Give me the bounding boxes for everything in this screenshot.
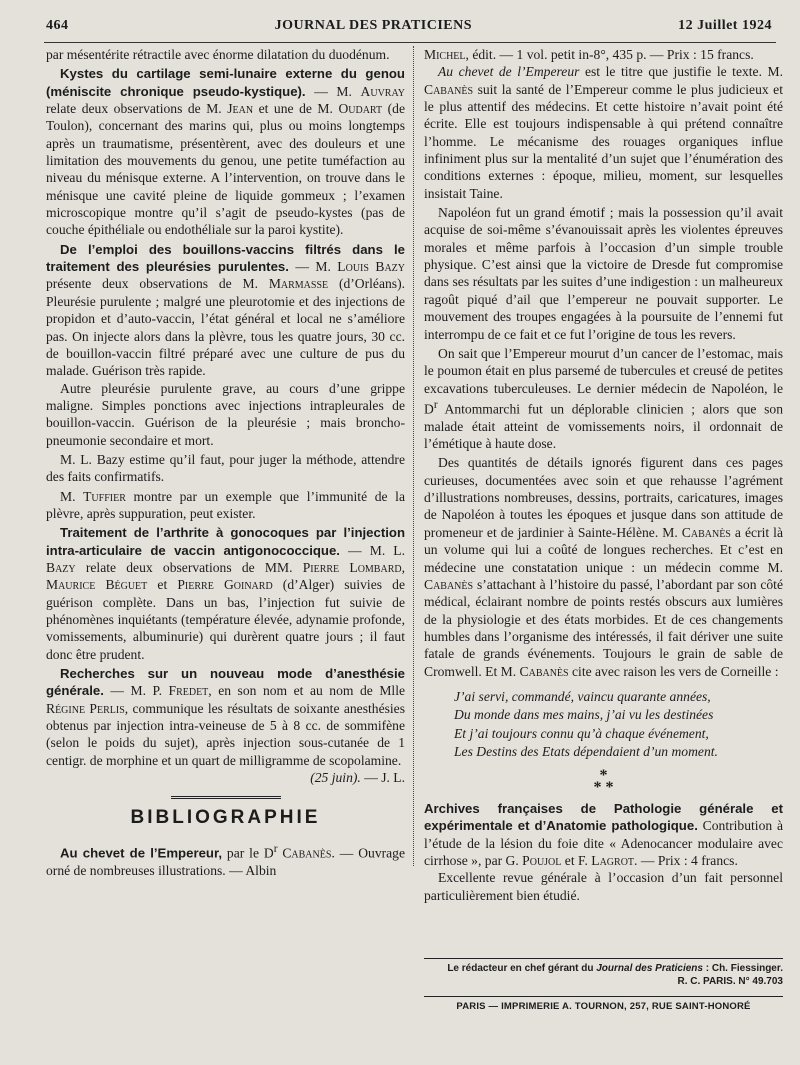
journal-title: JOURNAL DES PRATICIENS bbox=[274, 18, 473, 33]
author-name: Auvray bbox=[360, 83, 406, 99]
article-bouillons: De l’emploi des bouillons-vaccins filtrés dans le traitement des pleurésies purulentes. — M. Louis Bazy présente deux observations de M. Marmasse (d’Orléans). Pleurésie purulente ; malgré une pleurotomie et des injections de propidon et d’auto-vaccin, l’état général et local ne s’améliore pas. On injecte alors dans la plèvre, tous les quatre jours, 30 cc. de bouillon-vaccin filtré préparé avec une culture de pus du malade. Guérison très rapide. bbox=[46, 241, 406, 379]
registration-number: R. C. PARIS. N° 49.703 bbox=[677, 975, 783, 987]
issue-date: 12 Juillet 1924 bbox=[678, 18, 772, 33]
editor-line: Le rédacteur en chef gérant du Journal des Praticiens : Ch. Fiessinger. bbox=[447, 963, 783, 974]
asterism-separator: * * * bbox=[593, 766, 614, 796]
verse-line: Et j’ai toujours connu qu’à chaque événement, bbox=[454, 725, 709, 741]
paragraph: Au chevet de l’Empereur est le titre que justifie le texte. M. Cabanès suit la santé de l’Empereur comme le plus judicieux et le plus attentif des médecins. Et cette histoire n’avait point été écrite. Elle est toujours indispensable à qui prétend connaître l’homme. Le mécanisme des rouages organiques influe infiniment plus sur la mentalité d’un sujet que l’énumération des conditions externes : époque, milieu, moment, sur lesquelles insistait Taine. bbox=[424, 64, 784, 201]
verse-line: Du monde dans mes mains, j’ai vu les destinées bbox=[454, 707, 714, 723]
book-review: Au chevet de l’Empereur, par le $D^r$ Cabanès. — Ouvrage orné de nombreuses illustrations. — Albin bbox=[46, 842, 406, 878]
article-title: Recherches sur un nouveau mode d’anesthésie générale. bbox=[46, 666, 405, 699]
author-name: Fredet bbox=[168, 683, 209, 699]
article-title: De l’emploi des bouillons-vaccins filtrés dans le traitement des pleurésies purulentes. bbox=[46, 241, 405, 275]
column-divider bbox=[413, 46, 414, 866]
paragraph: Autre pleurésie purulente grave, au cours d’une grippe maligne. Simples ponctions avec injections intrapleurales de bouillon-vaccin. Guérison de la pleurésie ; mais broncho-pneumonie secondaire et mort. bbox=[46, 380, 405, 448]
header-rule bbox=[44, 42, 776, 43]
verse-line: Les Destins des Etats dépendaient d’un moment. bbox=[454, 744, 718, 760]
printer-imprint: PARIS — IMPRIMERIE A. TOURNON, 257, RUE SAINT-HONORÉ bbox=[456, 1001, 751, 1012]
article-title: Traitement de l’arthrite à gonocoques par l’injection intra-articulaire de vaccin antigonococcique. bbox=[46, 525, 405, 558]
section-separator bbox=[171, 796, 281, 801]
paragraph: Napoléon fut un grand émotif ; mais la possession qu’il avait acquise de soi-même s’évanouissait après les violentes épreuves morales et même parfois à l’occasion d’un simple trouble physique. C’est ainsi que la victoire de Dresde fut compromise dans ses résultats par les suites d’une indigestion : un malheureux ragoût piqué d’ail que l’empereur ne pouvait supporter. Le mouvement des troupes engagées à la poursuite de l’ennemi fut interrompu de ce fait et ce fut l’origine de tous les revers. bbox=[424, 205, 783, 342]
article-title: Kystes du cartilage semi-lunaire externe du genou (méniscite chronique pseudo-kystique). bbox=[46, 66, 405, 99]
paragraph: Des quantités de détails ignorés figurent dans ces pages curieuses, documentées avec soin et que rehausse l’agrément d’illustrations nombreuses, dessins, portraits, caricatures, images de Napoléon à toutes les époques et jusque dans son attitude de promeneur et de jardinier à Sainte-Hélène. M. Cabanès a écrit là un volume qui lui a coûté de longues recherches. Et c’est en médecine une constatation unique : un médecin comme M. Cabanès s’attachant à l’histoire du passé, l’abordant par son côté médical, éclairant nombre de points restés obscurs aux lumières de la physiologie et des états morbides. Et de ces changements humbles dans l’organisme des intéressés, il fait dériver une suite fatale de grands événements. Toujours le grain de sable de Cromwell. Et M. Cabanès cite avec raison les vers de Corneille : bbox=[424, 455, 783, 679]
continuation-paragraph: par mésentérite rétractile avec énorme dilatation du duodénum. bbox=[46, 47, 390, 62]
page-number: 464 bbox=[46, 18, 69, 33]
printer-rule bbox=[424, 996, 783, 997]
article-anesthesie: Recherches sur un nouveau mode d’anesthésie générale. — M. P. Fredet, en son nom et au nom de Mlle Régine Perlis, communique les résultats de soixante anesthésies obtenus par injection intra-veineuse de 5 à 8 cc. de sommifène (selon le poids du sujet), après injection sous-cutanée de 1 centigr. de morphine et un quart de milligramme de scopolamine. (25 juin). — J. L. bbox=[46, 666, 406, 786]
paragraph: Michel, édit. — 1 vol. petit in-8°, 435 p. — Prix : 15 francs. bbox=[424, 47, 754, 62]
signature: — J. L. bbox=[360, 770, 405, 786]
session-date: (25 juin). bbox=[310, 770, 361, 786]
page-header bbox=[46, 18, 772, 40]
book-title: Au chevet de l’Empereur, bbox=[60, 845, 223, 861]
paragraph: On sait que l’Empereur mourut d’un cancer de l’estomac, mais le poumon était en plus parsemé de tubercules et creusé de petites excavations tuberculeuses. Le dernier médecin de Napoléon, le $D^r$ Antommarchi fut un déplorable clinicien ; alors que son malade était atteint de vomissements noirs, il ordonnait de l’émétique à haute dose. bbox=[424, 345, 783, 452]
page-footer bbox=[424, 958, 783, 1012]
article-arthrite: Traitement de l’arthrite à gonocoques par l’injection intra-articulaire de vaccin antigonococcique. — M. L. Bazy relate deux observations de MM. Pierre Lombard, Maurice Béguet et Pierre Goinard (d’Alger) suivies de guérison complète. Dans un bas, l’injection fut suivie de phénomènes inquiétants (température élevée, adynamie profonde, vomissements, albuminurie) qui durèrent quatre jours ; il faut donc être prudent. bbox=[46, 525, 405, 662]
footer-rule bbox=[424, 958, 783, 959]
paragraph: M. L. Bazy estime qu’il faut, pour juger la méthode, attendre des faits confirmatifs. bbox=[46, 451, 405, 485]
journal-review-title: Archives françaises de Pathologie générale et expérimentale et d’Anatomie pathologique. bbox=[424, 800, 783, 834]
quoted-verse bbox=[454, 688, 783, 762]
paragraph: Excellente revue générale à l’occasion d’un fait personnel particulièrement bien étudié. bbox=[424, 870, 783, 903]
author-name: Bazy bbox=[46, 559, 76, 575]
left-column bbox=[46, 46, 405, 879]
verse-line: J’ai servi, commandé, vaincu quarante années, bbox=[454, 688, 711, 704]
paragraph: M. Tuffier montre par un exemple que l’immunité de la plèvre, après suppuration, peut exister. bbox=[46, 488, 405, 521]
author-name: Louis Bazy bbox=[337, 259, 405, 275]
article-kystes: Kystes du cartilage semi-lunaire externe du genou (méniscite chronique pseudo-kystique). — M. Auvray relate deux observations de M. Jean et une de M. Oudart (de Toulon), concernant des marins qui, plus ou moins longtemps après un traumatisme, présentèrent, avec des douleurs et une limitation des mouvements du genou, une petite tuméfaction au niveau du ménisque externe. A l’intervention, on trouve dans le ménisque une cavité pleine de liquide gommeux ; l’examen microscopique montre qu’il s’agit de pseudo-kystes (pas de couche épithéliale ou endothéliale sur la paroi kystite). bbox=[46, 66, 406, 238]
journal-review: Archives françaises de Pathologie générale et expérimentale et d’Anatomie pathologique. Contribution à l’étude de la lésion du foie dite « Adenocancer modulaire avec cirrhose », par G. Poujol et F. Lagrot. — Prix : 4 francs. bbox=[424, 800, 783, 868]
right-column bbox=[424, 46, 783, 904]
section-heading-bibliographie: BIBLIOGRAPHIE bbox=[130, 807, 321, 829]
